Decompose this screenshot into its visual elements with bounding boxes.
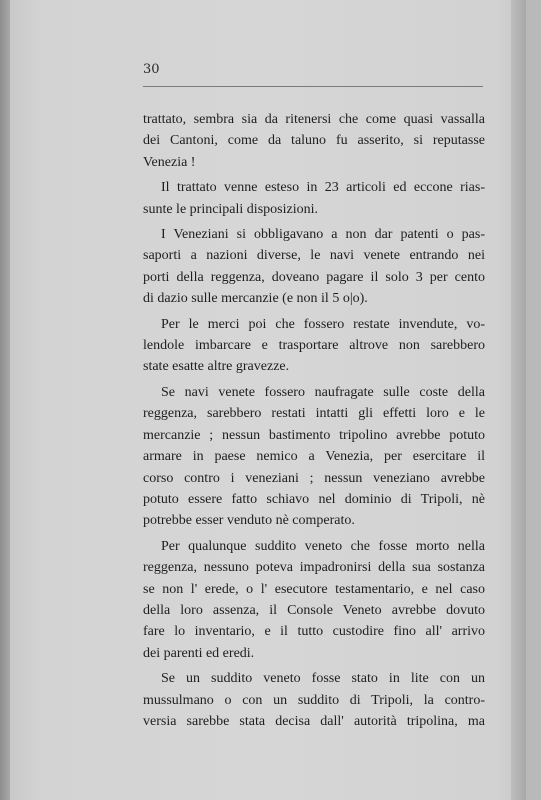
text-line: della loro assenza, il Console Veneto avrebbe dovuto bbox=[143, 602, 485, 618]
text-line: Per qualunque suddito veneto che fosse morto nella bbox=[161, 538, 485, 554]
text-line: lendole imbarcare e trasportare altrove non sarebbero bbox=[143, 338, 485, 354]
text-line: versia sarebbe stata decisa dall' autorità tripolina, ma bbox=[143, 713, 485, 729]
text-line: porti della reggenza, doveano pagare il solo 3 per cento bbox=[143, 269, 485, 285]
paragraph bbox=[143, 109, 485, 173]
header-rule bbox=[143, 86, 483, 87]
page-number: 30 bbox=[143, 62, 160, 77]
text-line: saporti a nazioni diverse, le navi venete entrando nei bbox=[143, 248, 485, 264]
text-line: mercanzie ; nessun bastimento tripolino avrebbe potuto bbox=[143, 427, 485, 443]
text-line: dei Cantoni, come da taluno fu asserito, si reputasse bbox=[143, 133, 485, 149]
paragraph bbox=[143, 177, 485, 220]
text-line: reggenza, sarebbero restati intatti gli effetti loro e le bbox=[143, 406, 485, 422]
text-line: I Veneziani si obbligavano a non dar patenti o pas- bbox=[161, 227, 485, 243]
body-text bbox=[143, 109, 485, 736]
paragraph bbox=[143, 224, 485, 310]
paragraph bbox=[143, 668, 485, 732]
paragraph bbox=[143, 536, 485, 664]
text-line: armare in paese nemico a Venezia, per esercitare il bbox=[143, 449, 485, 465]
text-line: dei parenti ed eredi. bbox=[143, 645, 255, 661]
text-line: Venezia ! bbox=[143, 154, 196, 170]
text-line: corso contro i veneziani ; nessun veneziano avrebbe bbox=[143, 470, 485, 486]
text-line: di dazio sulle mercanzie (e non il 5 o|o). bbox=[143, 291, 368, 307]
text-line: trattato, sembra sia da ritenersi che come quasi vassalla bbox=[143, 112, 485, 127]
text-line: Se un suddito veneto fosse stato in lite con un bbox=[161, 671, 485, 687]
text-line: fare lo inventario, e il tutto custodire fino all' arrivo bbox=[143, 624, 485, 640]
text-line: state esatte altre gravezze. bbox=[143, 359, 290, 375]
text-line: Se navi venete fossero naufragate sulle coste della bbox=[161, 384, 485, 400]
book-spine-shadow bbox=[0, 0, 10, 800]
text-line: Il trattato venne esteso in 23 articoli ed eccone rias- bbox=[161, 180, 485, 196]
page-edge-shadow bbox=[511, 0, 526, 800]
text-line: reggenza, nessuno poteva impadronirsi della sua sostanza bbox=[143, 560, 485, 576]
text-line: mussulmano o con un suddito di Tripoli, la contro- bbox=[143, 692, 485, 708]
text-line: Per le merci poi che fossero restate invendute, vo- bbox=[161, 316, 485, 332]
paragraph bbox=[143, 314, 485, 378]
text-line: potuto essere fatto schiavo nel dominio di Tripoli, nè bbox=[143, 491, 485, 507]
paragraph bbox=[143, 382, 485, 532]
text-line: se non l' erede, o l' esecutore testamentario, e nel caso bbox=[143, 581, 485, 597]
text-line: sunte le principali disposizioni. bbox=[143, 201, 318, 217]
text-line: potrebbe esser venduto nè comperato. bbox=[143, 513, 355, 529]
